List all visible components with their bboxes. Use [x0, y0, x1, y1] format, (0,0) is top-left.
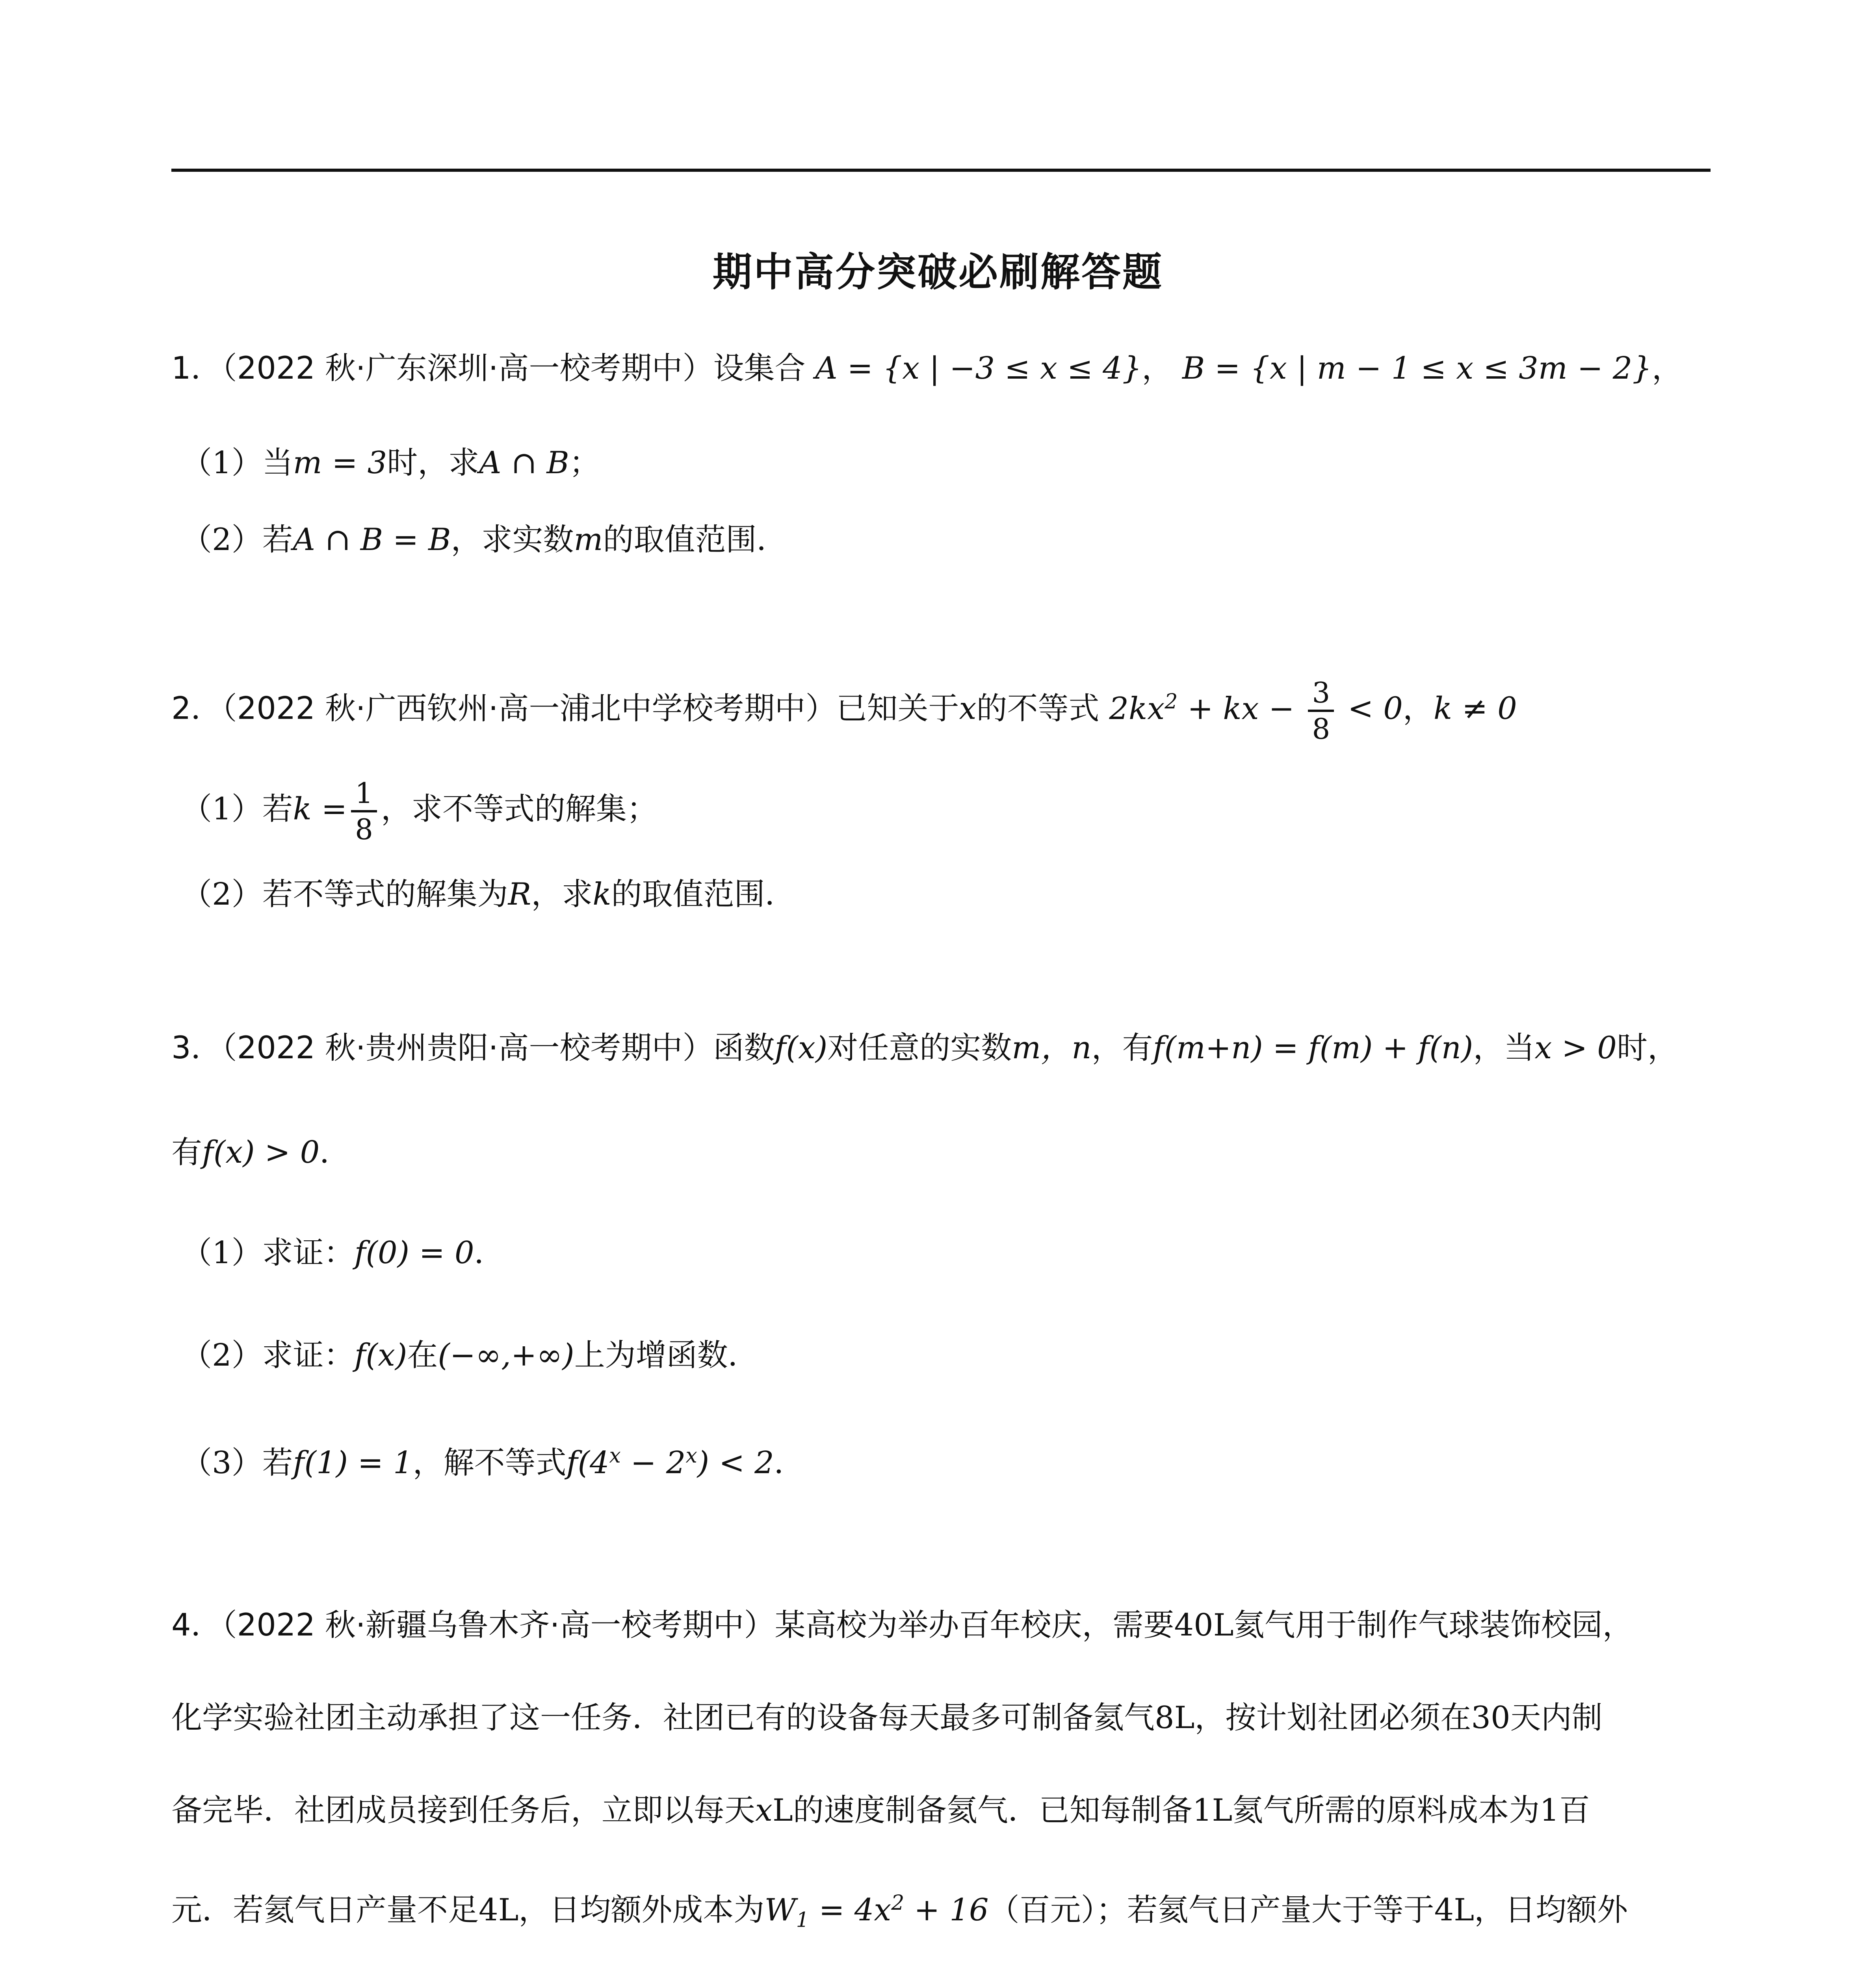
q2-ineq-left: 2kx — [1109, 691, 1165, 727]
q2-var-x: x — [959, 691, 977, 727]
page-title: 期中高分突破必刷解答题 — [713, 249, 1163, 295]
q1-part2-text-a: 若 — [262, 522, 293, 558]
q3-part3-tail: ) < 2 — [697, 1445, 774, 1481]
q4-line3-text-b: L的速度制备氦气．已知每制备1L氦气所需的原料成本为1百 — [773, 1793, 1590, 1828]
q2-part1-text-a: 若 — [262, 791, 293, 827]
q1-part1-text-a: 当 — [262, 445, 293, 481]
q1-part2-text-b: ，求实数 — [451, 522, 574, 558]
q2-part2-text-a: 若不等式的解集为 — [262, 877, 508, 912]
q2-part2-text-c: 的取值范围． — [611, 877, 796, 912]
q2-ineq-right: < 0 — [1338, 691, 1403, 727]
q2-part2 — [181, 873, 796, 916]
q3-part2-label: （2） — [181, 1338, 262, 1373]
q1-stem — [171, 347, 1683, 390]
q2-part1-frac-num: 1 — [351, 776, 377, 812]
q3-part2 — [181, 1334, 759, 1377]
q3-line2-text: 有 — [171, 1135, 202, 1170]
q2-intro-a: 已知关于 — [836, 691, 959, 727]
q2-source: （2022 秋·广西钦州·高一浦北中学校考期中） — [221, 691, 836, 727]
q2-inequality — [1109, 691, 1304, 727]
q3-part2-interval: (−∞,+∞) — [438, 1338, 574, 1373]
q3-number: 3． — [171, 1030, 222, 1066]
header-rule — [171, 169, 1711, 172]
q2-stem — [171, 676, 1517, 746]
q4-w1-formula — [764, 1891, 989, 1932]
q4-w1-sub: 1 — [796, 1908, 809, 1932]
q3-part3 — [181, 1434, 805, 1485]
q3-part1-expr: f(0) = 0 — [354, 1235, 474, 1271]
q4-stem-line1 — [171, 1604, 1633, 1647]
q2-part1-label: （1） — [181, 791, 262, 827]
q3-part3-label: （3） — [181, 1445, 262, 1481]
q2-part2-set: R — [508, 877, 531, 912]
q4-stem-line3 — [171, 1789, 1590, 1832]
q3-part1 — [181, 1231, 505, 1275]
q1-end: ， — [1651, 351, 1683, 386]
q3-line2-end: ． — [319, 1135, 351, 1170]
q4-stem-line4 — [171, 1881, 1628, 1942]
q2-frac-num: 3 — [1308, 676, 1334, 712]
q3-part1-end: ． — [474, 1235, 505, 1271]
q4-line4-text-b: （百元）；若氦气日产量大于等于4L，日均额外 — [988, 1892, 1628, 1928]
q4-line3-text-a: 备完毕．社团成员接到任务后，立即以每天 — [171, 1793, 756, 1828]
q3-part3-text-b: ，解不等式 — [412, 1445, 567, 1481]
q3-line2-expr: f(x) > 0 — [202, 1135, 320, 1170]
q1-part2-cond: A ∩ B = B — [293, 522, 451, 558]
q4-line4-text-a: 元．若氦气日产量不足4L，日均额外成本为 — [171, 1892, 765, 1928]
q2-part1 — [181, 776, 658, 846]
q1-set-a: A = {x | −3 ≤ x ≤ 4} — [815, 351, 1142, 386]
q3-part3-cond: f(1) = 1 — [293, 1445, 413, 1481]
q3-part3-mid: − 2 — [620, 1445, 686, 1481]
q4-w1-eq2: + 16 — [904, 1892, 989, 1928]
q3-intro-c: ，有 — [1091, 1030, 1153, 1066]
q4-number: 4． — [171, 1608, 222, 1643]
q2-cond: k ≠ 0 — [1433, 691, 1517, 727]
q4-w1-eq: = 4x — [809, 1892, 892, 1928]
q1-source: （2022 秋·广东深圳·高一校考期中） — [221, 351, 713, 386]
q4-w1-exp: 2 — [891, 1891, 905, 1915]
q3-part3-text-a: 若 — [262, 1445, 293, 1481]
q2-part2-label: （2） — [181, 877, 262, 912]
q3-stem — [171, 1026, 1678, 1070]
q2-part2-text-b: ，求 — [531, 877, 593, 912]
q2-sep: ， — [1402, 691, 1434, 727]
q1-part2-text-c: 的取值范围． — [603, 522, 788, 558]
q3-part3-exp2: x — [685, 1444, 697, 1468]
q1-sep: ， — [1142, 351, 1173, 386]
q1-part1-expr: A ∩ B — [479, 445, 569, 481]
q2-frac-den: 8 — [1312, 712, 1330, 745]
q3-part2-text-c: 上为增函数． — [574, 1338, 759, 1373]
q2-part1-var: k = — [293, 791, 347, 827]
q1-set-b: B = {x | m − 1 ≤ x ≤ 3m − 2} — [1182, 351, 1652, 386]
q3-part3-end: ． — [774, 1445, 805, 1481]
q1-part2 — [181, 518, 788, 561]
q3-part2-expr: f(x) — [354, 1338, 407, 1373]
q3-cond: x > 0 — [1534, 1030, 1617, 1066]
q4-line1-text: 某高校为举办百年校庆，需要40L氦气用于制作气球装饰校园， — [775, 1608, 1633, 1643]
q1-part2-label: （2） — [181, 522, 262, 558]
q3-intro-d: ，当 — [1473, 1030, 1535, 1066]
q3-fx: f(x) — [775, 1030, 828, 1066]
q4-line3-var: x — [755, 1793, 773, 1828]
q2-number: 2． — [171, 691, 222, 727]
q2-ineq-exp: 2 — [1165, 690, 1178, 714]
q3-intro-a: 函数 — [713, 1030, 775, 1066]
q2-part1-frac-den: 8 — [355, 813, 373, 846]
q2-part1-fraction — [351, 776, 377, 846]
q4-line2-text: 化学实验社团主动承担了这一任务．社团已有的设备每天最多可制备氦气8L，按计划社团必须在30天内制 — [171, 1700, 1603, 1736]
q4-stem-line2 — [171, 1696, 1603, 1740]
q3-part1-label: （1） — [181, 1235, 262, 1271]
q1-part1-cond: m = 3 — [293, 445, 387, 481]
q1-part1-label: （1） — [181, 445, 262, 481]
q3-part1-text: 求证： — [262, 1235, 355, 1271]
q2-ineq-mid: + kx − — [1178, 691, 1304, 727]
q2-part1-text-b: ，求不等式的解集； — [381, 791, 658, 827]
q3-intro-b: 对任意的实数 — [827, 1030, 1012, 1066]
q1-part1-text-b: 时，求 — [387, 445, 479, 481]
q2-intro-b: 的不等式 — [976, 691, 1100, 727]
q3-equation: f(m+n) = f(m) + f(n) — [1153, 1030, 1473, 1066]
q2-part2-var: k — [593, 877, 611, 912]
q3-source: （2022 秋·贵州贵阳·高一校考期中） — [221, 1030, 713, 1066]
q3-vars: m，n — [1012, 1030, 1092, 1066]
q4-w1: W — [764, 1892, 796, 1928]
q3-part2-text-b: 在 — [407, 1338, 438, 1373]
q1-part1 — [181, 441, 600, 485]
q3-intro-e: 时， — [1616, 1030, 1678, 1066]
q3-part2-text-a: 求证： — [262, 1338, 355, 1373]
q2-fraction — [1308, 676, 1334, 746]
q1-intro: 设集合 — [713, 351, 806, 386]
q3-stem-line2 — [171, 1131, 350, 1174]
q1-part1-end: ； — [569, 445, 600, 481]
q3-part3-exp1: x — [609, 1444, 621, 1468]
q3-part3-inequality — [567, 1445, 774, 1481]
q1-part2-var: m — [574, 522, 603, 558]
q4-source: （2022 秋·新疆乌鲁木齐·高一校考期中） — [221, 1608, 775, 1643]
q3-part3-f: f(4 — [566, 1445, 609, 1481]
q1-number: 1． — [171, 351, 222, 386]
